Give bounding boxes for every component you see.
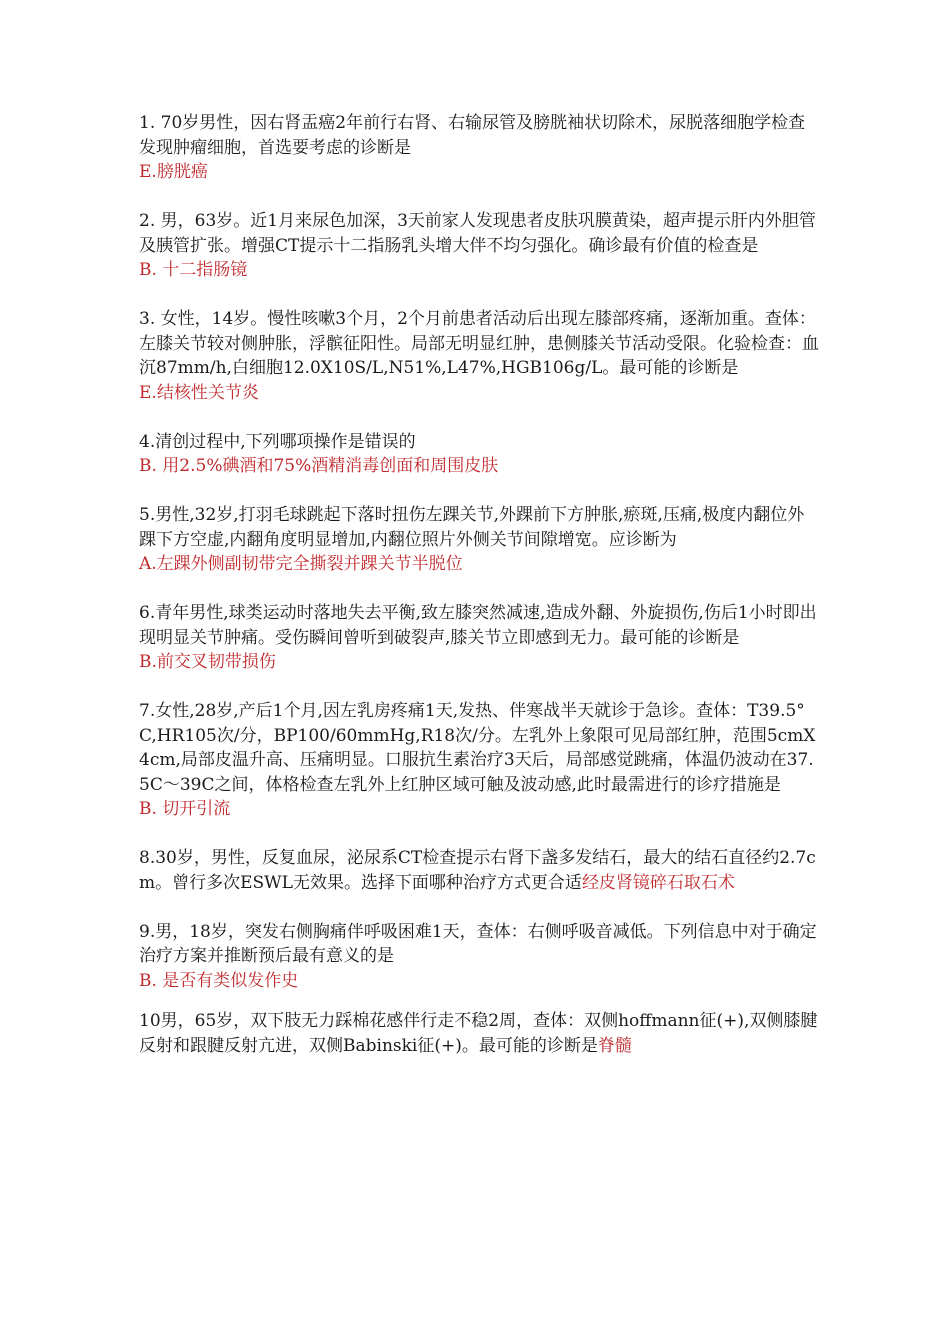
question-2: [139, 209, 819, 283]
question-4: [139, 430, 819, 479]
question-4-answer: B. 用2.5%碘酒和75%酒精消毒创面和周围皮肤: [139, 456, 499, 476]
question-10: [139, 1009, 819, 1058]
question-10-text: [139, 1009, 819, 1058]
question-7: [139, 699, 819, 822]
question-5-stem: 5.男性,32岁,打羽毛球跳起下落时扭伤左踝关节,外踝前下方肿胀,瘀斑,压痛,极度内翻位外踝下方空虚,内翻角度明显增加,内翻位照片外侧关节间隙增宽。应诊断为: [139, 505, 805, 550]
question-2-answer: B. 十二指肠镜: [139, 260, 248, 280]
question-1: [139, 111, 819, 185]
question-9-answer: B. 是否有类似发作史: [139, 970, 299, 991]
question-7-answer: B. 切开引流: [139, 799, 231, 819]
question-8-answer: 经皮肾镜碎石取石术: [581, 872, 735, 893]
question-4-stem: 4.清创过程中,下列哪项操作是错误的: [139, 431, 416, 452]
question-5-answer: A.左踝外侧副韧带完全撕裂并踝关节半脱位: [139, 554, 463, 574]
question-8-text: [139, 846, 819, 895]
question-6-answer: B.前交叉韧带损伤: [139, 652, 276, 672]
document-page: [139, 111, 819, 1083]
question-2-stem: 2. 男，63岁。近1月来尿色加深，3天前家人发现患者皮肤巩膜黄染，超声提示肝内外胆管及胰管扩张。增强CT提示十二指肠乳头增大伴不均匀强化。确诊最有价值的检查是: [139, 211, 816, 256]
question-3-answer: E.结核性关节炎: [139, 382, 259, 403]
question-10-answer: 脊髓: [597, 1035, 632, 1056]
question-9-stem: 9.男，18岁，突发右侧胸痛伴呼吸困难1天，查体：右侧呼吸音减低。下列信息中对于确定治疗方案并推断预后最有意义的是: [139, 921, 817, 966]
question-5: [139, 503, 819, 577]
question-7-stem: 7.女性,28岁,产后1个月,因左乳房疼痛1天,发热、伴寒战半天就诊于急诊。查体：T39.5°C,HR105次/分，BP100/60mmHg,R18次/分。左乳外上象限可见局部红肿，范围5cmX4cm,局部皮温升高、压痛明显。口服抗生素治疗3天后，局部感觉跳痛，体温仍波动在37.5C〜39C之间，体格检查左乳外上红肿区域可触及波动感,此时最需进行的诊疗措施是: [139, 701, 816, 795]
question-8-stem: 8.30岁，男性，反复血尿，泌尿系CT检查提示右肾下盏多发结石，最大的结石直径约2.7cm。曾行多次ESWL无效果。选择下面哪种治疗方式更合适: [139, 848, 816, 893]
question-10-stem: 10男，65岁，双下肢无力踩棉花感伴行走不稳2周，查体：双侧hoffmann征(+),双侧膝腱反射和跟腱反射亢进，双侧Babinski征(+)。最可能的诊断是: [139, 1011, 818, 1056]
question-8: [139, 846, 819, 895]
question-6: [139, 601, 819, 675]
question-9: [139, 920, 819, 994]
question-3-stem: 3. 女性，14岁。慢性咳嗽3个月，2个月前患者活动后出现左膝部疼痛，逐渐加重。查体：左膝关节较对侧肿胀，浮髌征阳性。局部无明显红肿，患侧膝关节活动受限。化验检查：血沉87mm/h,白细胞12.0X10S/L,N51%,L47%,HGB106g/L。最可能的诊断是: [139, 309, 819, 378]
question-1-stem: 1. 70岁男性，因右肾盂癌2年前行右肾、右输尿管及膀胱袖状切除术，尿脱落细胞学检查发现肿瘤细胞，首选要考虑的诊断是: [139, 113, 806, 158]
question-6-stem: 6.青年男性,球类运动时落地失去平衡,致左膝突然减速,造成外翻、外旋损伤,伤后1小时即出现明显关节肿痛。受伤瞬间曾听到破裂声,膝关节立即感到无力。最可能的诊断是: [139, 603, 817, 648]
question-1-answer: E.膀胱癌: [139, 162, 208, 182]
question-3: [139, 307, 819, 405]
